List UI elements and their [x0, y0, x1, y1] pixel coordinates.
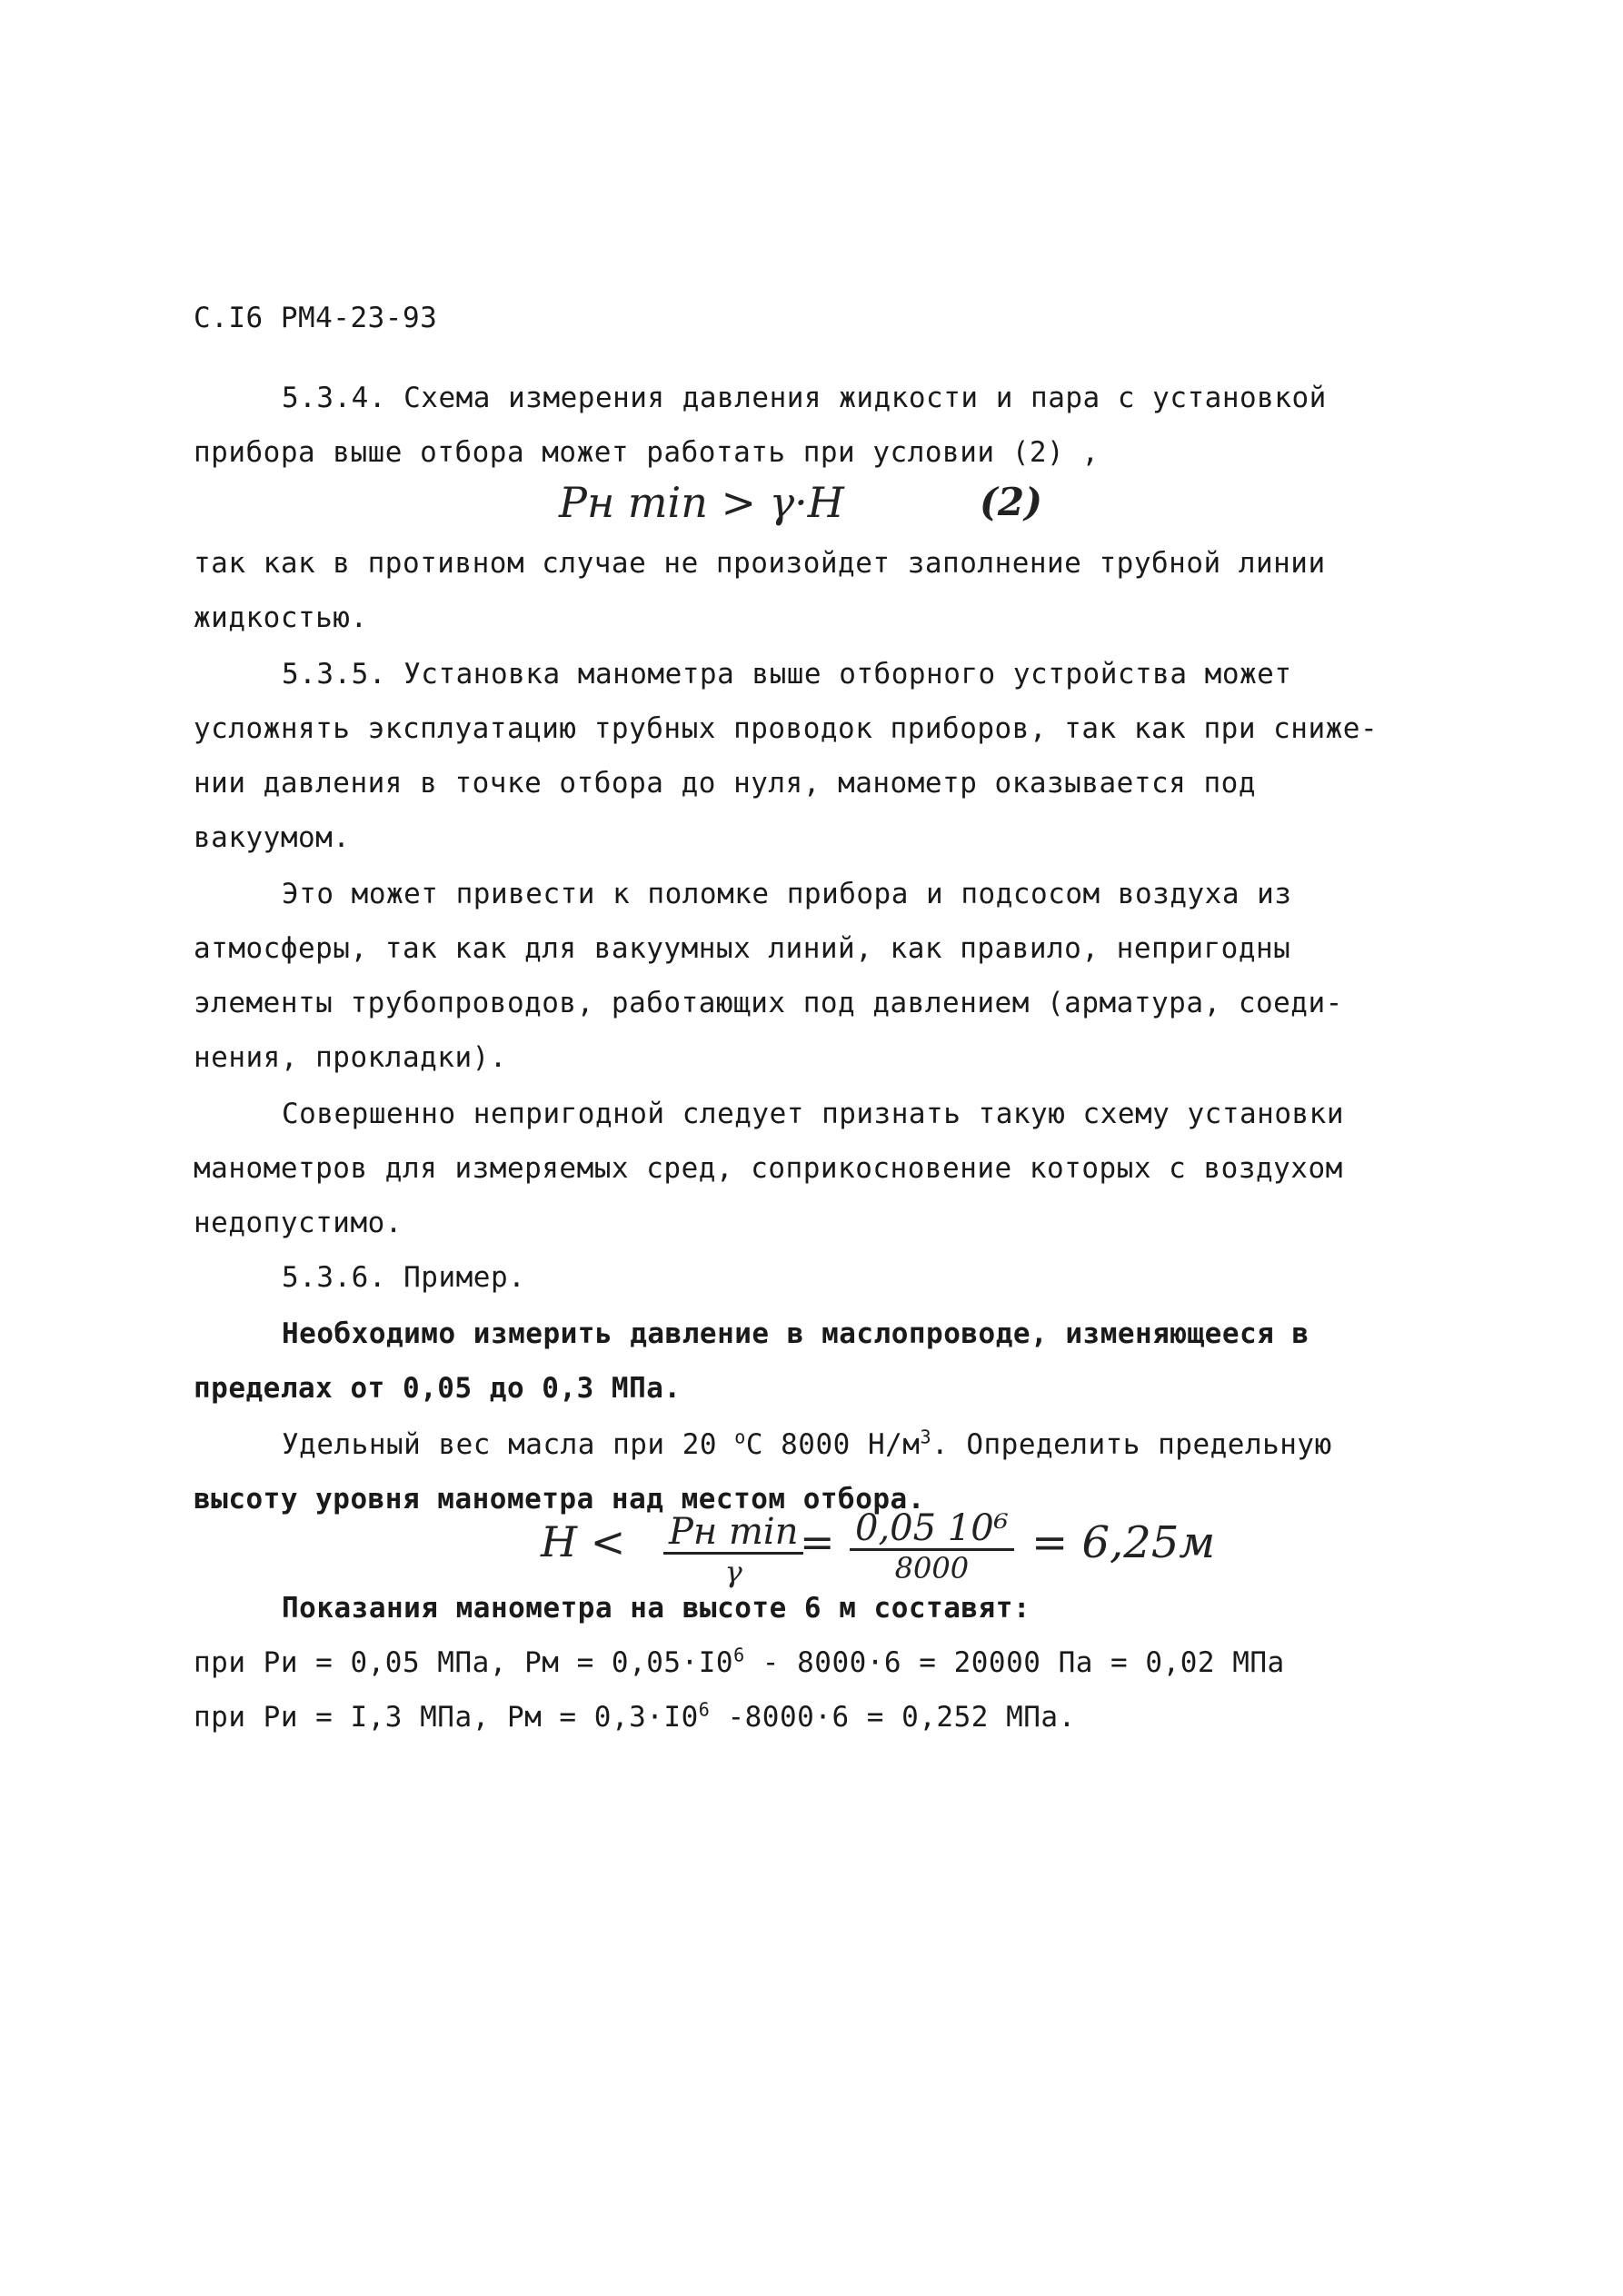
- s536-p2-line-2: высоту уровня манометра над местом отбора.: [194, 1483, 925, 1516]
- s536-p3: Показания манометра на высоте 6 м составят:: [282, 1592, 1031, 1625]
- s535-line-3: нии давления в точке отбора до нуля, манометр оказывается под: [194, 767, 1256, 800]
- equation-fraction-2: 0,05 10⁶ 8000: [850, 1508, 1014, 1585]
- s536-p2-line-1: Удельный вес масла при 20 $^о$С 8000 $Н/м^3$. Определить предельную: [282, 1426, 1332, 1461]
- s535-p3-line-3: недопустимо.: [194, 1207, 403, 1239]
- s535-p2-line-4: нения, прокладки).: [194, 1041, 507, 1074]
- formula-number: (2): [980, 480, 1042, 524]
- s535-p2-line-2: атмосферы, так как для вакуумных линий, как правило, непригодны: [194, 932, 1291, 965]
- s535-p2-line-1: Это может привести к поломке прибора и подсосом воздуха из: [282, 878, 1292, 910]
- s534-line-1: 5.3.4. Схема измерения давления жидкости и пара с установкой: [282, 382, 1327, 414]
- equation-h-less: H <: [541, 1517, 626, 1566]
- s534-line-4: жидкостью.: [194, 601, 368, 634]
- s535-line-2: усложнять эксплуатацию трубных проводок приборов, так как при сниже-: [194, 712, 1379, 745]
- s535-p3-line-1: Совершенно непригодной следует признать такую схему установки: [282, 1098, 1344, 1130]
- s535-p2-line-3: элементы трубопроводов, работающих под давлением (арматура, соеди-: [194, 987, 1343, 1019]
- equation-result: = 6,25м: [1031, 1517, 1216, 1568]
- s536-p1-line-2: пределах от 0,05 до 0,3 МПа.: [194, 1372, 682, 1405]
- s536-p1-line-1: Необходимо измерить давление в маслопроводе, изменяющееся в: [282, 1317, 1309, 1350]
- s535-line-1: 5.3.5. Установка манометра выше отборного устройства может: [282, 658, 1292, 691]
- formula-condition: Pн min > γ·H: [559, 478, 844, 527]
- s535-p3-line-2: манометров для измеряемых сред, соприкосновение которых с воздухом: [194, 1152, 1343, 1185]
- equation-equals: =: [800, 1517, 835, 1566]
- s536-title: 5.3.6. Пример.: [282, 1261, 526, 1294]
- s534-line-2: прибора выше отбора может работать при условии (2) ,: [194, 436, 1100, 469]
- equation-fraction-1: Pн min γ: [663, 1512, 803, 1589]
- page-reference: С.I6 РМ4-23-93: [194, 302, 438, 334]
- s535-line-4: вакуумом.: [194, 821, 351, 854]
- calc-row-1: при Pи = 0,05 МПа, Pм = $0,05\cdot I0^6 - 8000\cdot 6 = 20000$ Па = 0,02 МПа: [194, 1644, 1285, 1679]
- s534-line-3: так как в противном случае не произойдет заполнение трубной линии: [194, 547, 1326, 580]
- calc-row-2: при Pи = I,3 МПа, Pм = $0,3\cdot I0^6$ -8000·6 = 0,252 МПа.: [194, 1698, 1076, 1734]
